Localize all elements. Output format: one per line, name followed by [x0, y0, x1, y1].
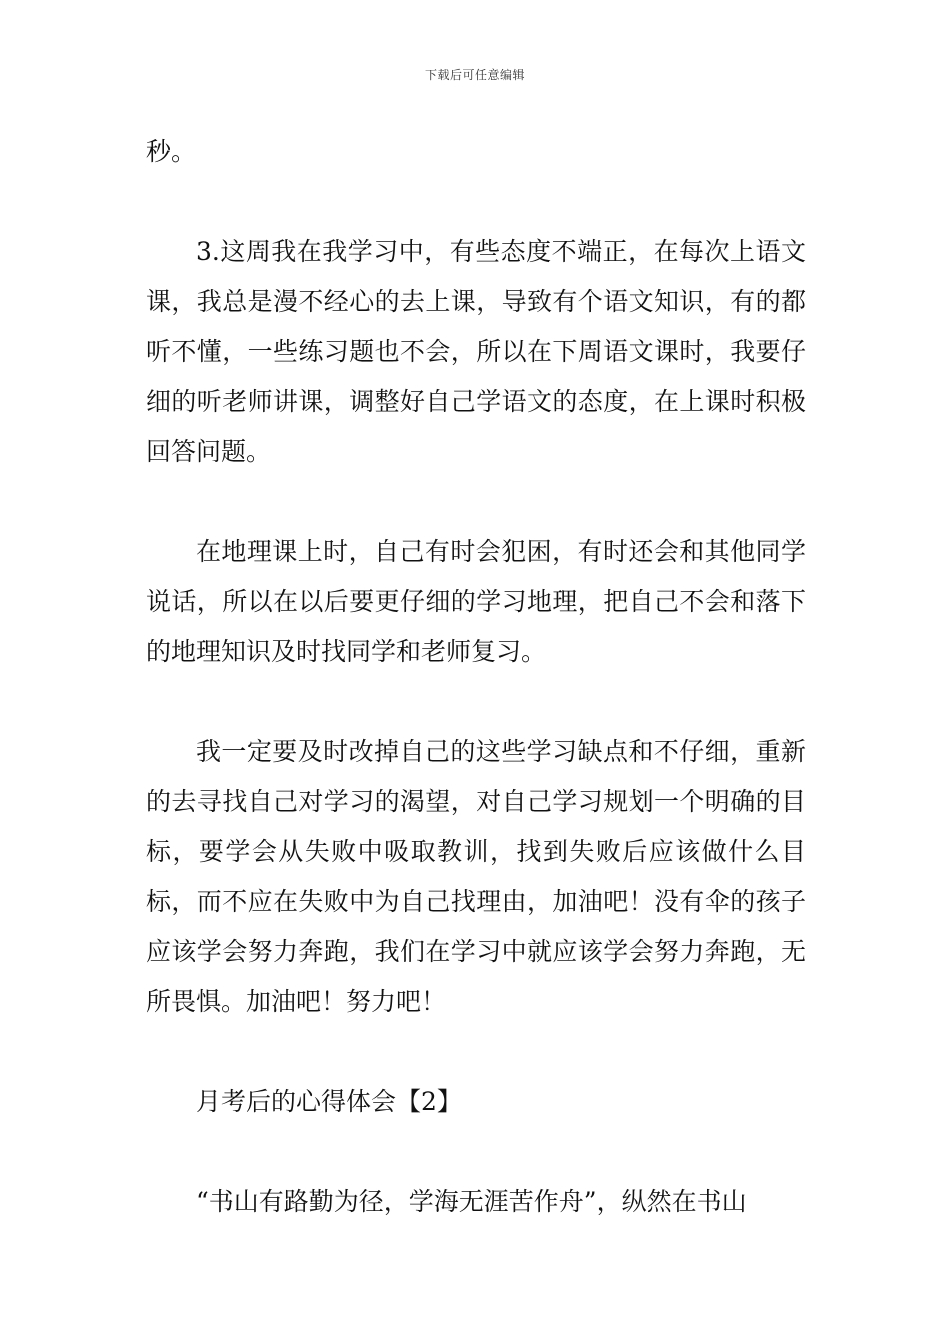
- paragraph-continuation: 秒。: [146, 137, 197, 166]
- paragraph-resolution: 我一定要及时改掉自己的这些学习缺点和不仔细，重新的去寻找自己对学习的渴望，对自己学习规划一个明确的目标，要学会从失败中吸取教训，找到失败后应该做什么目标，而不应在失败中为自己找理由，加油吧！没有伞的孩子应该学会努力奔跑，我们在学习中就应该学会努力奔跑，无所畏惧。加油吧！努力吧！: [146, 737, 806, 1016]
- section-heading: 月考后的心得体会【2】: [196, 1087, 462, 1116]
- document-body: [146, 127, 806, 1277]
- page-header: 下载后可任意编辑: [424, 68, 525, 82]
- paragraph-geography-class: 在地理课上时，自己有时会犯困，有时还会和其他同学说话，所以在以后要更仔细的学习地理，把自己不会和落下的地理知识及时找同学和老师复习。: [146, 537, 806, 666]
- paragraph-quote: “书山有路勤为径，学海无涯苦作舟”，纵然在书山: [196, 1187, 747, 1216]
- paragraph-chinese-class: 3.这周我在我学习中，有些态度不端正，在每次上语文课，我总是漫不经心的去上课，导致有个语文知识，有的都听不懂，一些练习题也不会，所以在下周语文课时，我要仔细的听老师讲课，调整好自己学语文的态度，在上课时积极回答问题。: [146, 237, 806, 466]
